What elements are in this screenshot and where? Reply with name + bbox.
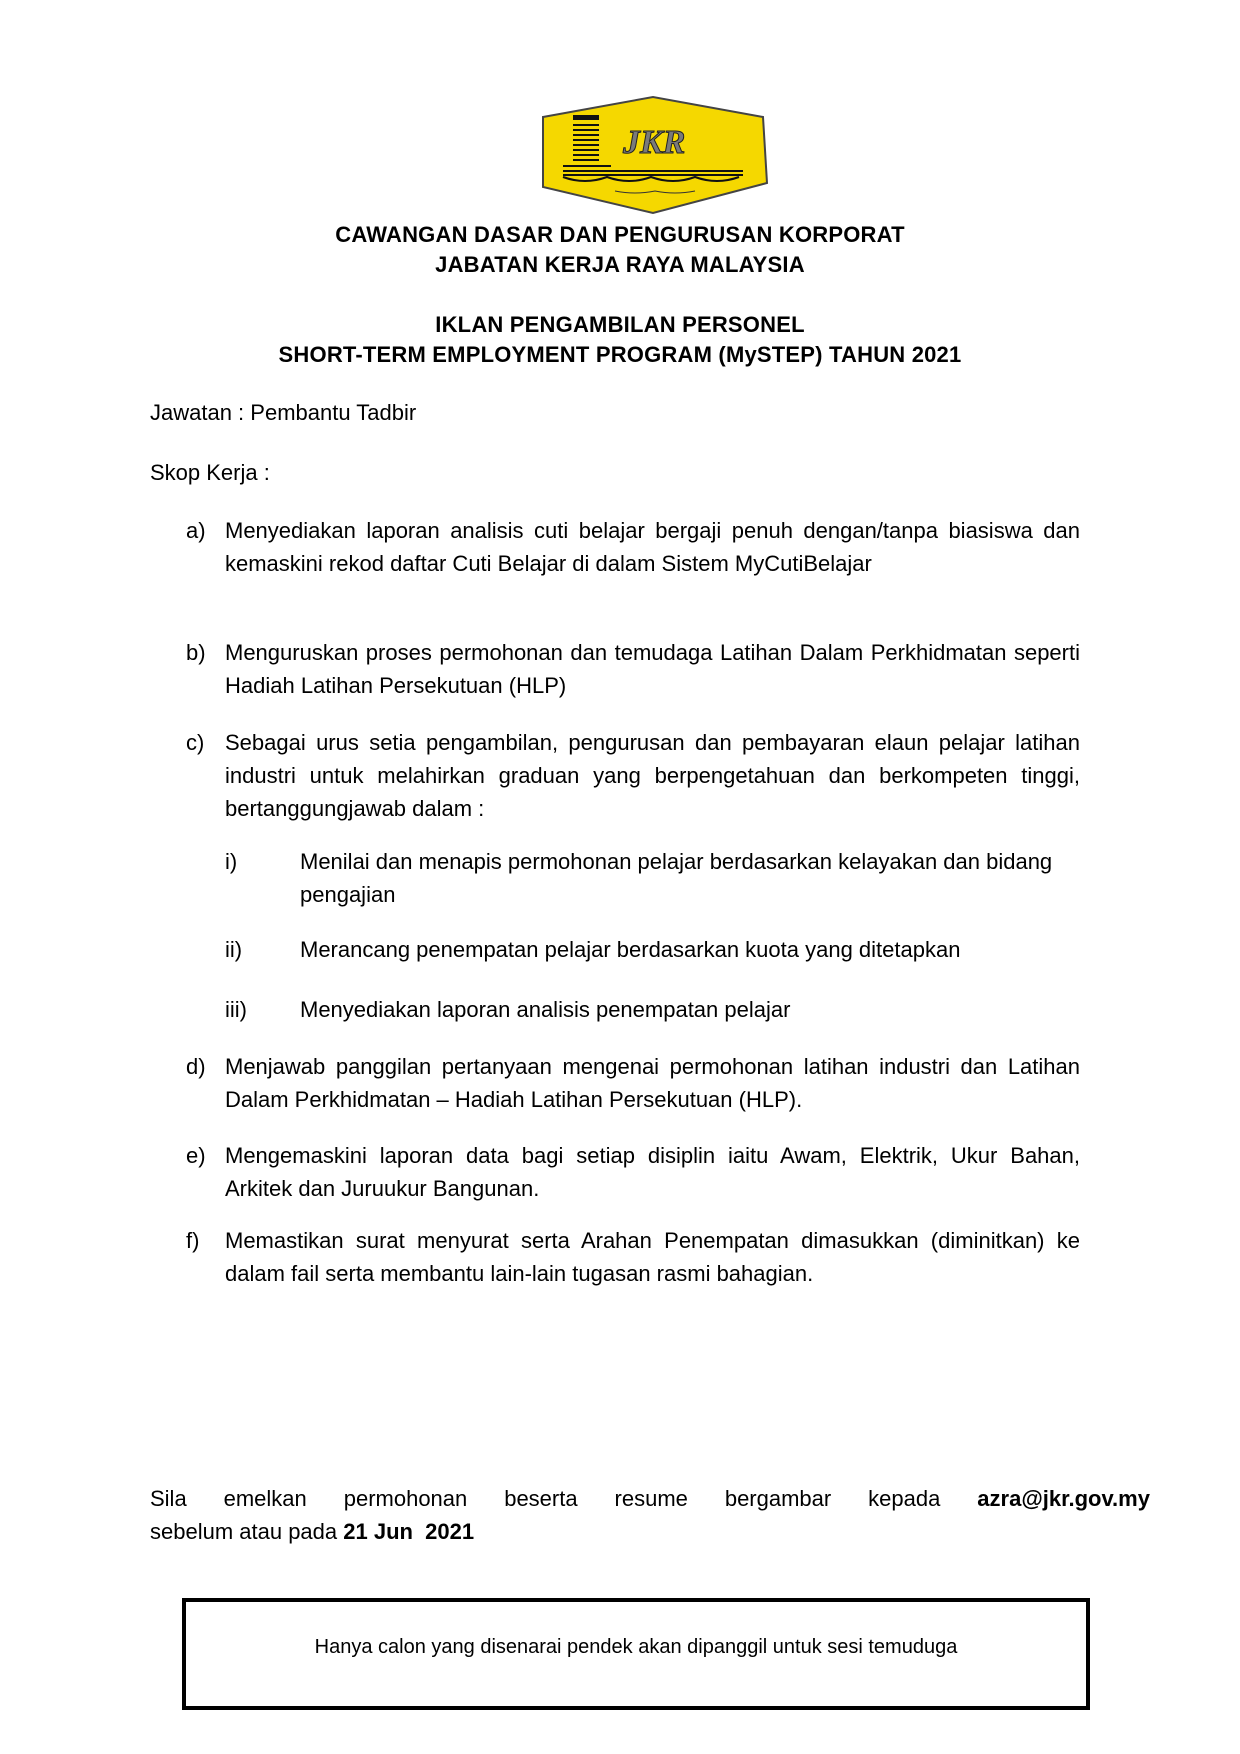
instruction-word: beserta [504,1486,578,1511]
scope-label: Skop Kerja : [150,460,270,485]
subitem-text: Merancang penempatan pelajar berdasarkan kuota yang ditetapkan [300,937,961,962]
subitem-label: ii) [225,937,243,962]
advert-title: IKLAN PENGAMBILAN PERSONEL [435,312,805,337]
logo-text: JKR [623,124,686,161]
ministry-title: JABATAN KERJA RAYA MALAYSIA [435,252,805,277]
subitem-text: Menilai dan menapis permohonan pelajar berdasarkan kelayakan dan bidang pengajian [300,849,1053,907]
deadline-prefix: sebelum atau pada [150,1519,344,1544]
department-title: CAWANGAN DASAR DAN PENGURUSAN KORPORAT [335,222,905,247]
position-label: Jawatan : Pembantu Tadbir [150,400,417,425]
program-title: SHORT-TERM EMPLOYMENT PROGRAM (MySTEP) TAHUN 2021 [278,342,962,367]
instruction-word: emelkan [223,1486,307,1511]
item-text: Menjawab panggilan pertanyaan mengenai permohonan latihan industri dan Latihan Dalam Perkhidmatan – Hadiah Latihan Persekutuan (HLP). [225,1054,1080,1112]
subitem-text: Menyediakan laporan analisis penempatan pelajar [300,997,791,1022]
item-label: a) [186,518,206,543]
contact-email[interactable]: azra@jkr.gov.my [977,1486,1150,1511]
instruction-word: Sila [150,1486,187,1511]
notice-box [182,1598,1090,1710]
item-label: f) [186,1228,200,1253]
instruction-word: bergambar [724,1486,832,1511]
instruction-word: resume [614,1486,688,1511]
item-text: Menguruskan proses permohonan dan temudaga Latihan Dalam Perkhidmatan seperti Hadiah Latihan Persekutuan (HLP) [225,640,1080,698]
item-label: e) [186,1143,206,1168]
item-label: d) [186,1054,206,1079]
instruction-word: permohonan [343,1486,468,1511]
shortlist-notice: Hanya calon yang disenarai pendek akan dipanggil untuk sesi temuduga [314,1636,958,1658]
jkr-logo [535,95,775,220]
item-text: Menyediakan laporan analisis cuti belajar bergaji penuh dengan/tanpa biasiswa dan kemaskini rekod daftar Cuti Belajar di dalam Sistem MyCutiBelajar [225,518,1080,576]
item-label: b) [186,640,206,665]
instruction-word: kepada [868,1486,941,1511]
deadline-date: 21 Jun 2021 [343,1519,475,1544]
subitem-label: i) [225,849,238,874]
item-text: Sebagai urus setia pengambilan, pengurusan dan pembayaran elaun pelajar latihan industri untuk melahirkan graduan yang berpengetahuan dan berkompeten tinggi, bertanggungjawab dalam : [225,730,1080,821]
item-text: Memastikan surat menyurat serta Arahan Penempatan dimasukkan (diminitkan) ke dalam fail serta membantu lain-lain tugasan rasmi bahagian. [225,1228,1080,1286]
item-label: c) [186,730,205,755]
item-text: Mengemaskini laporan data bagi setiap disiplin iaitu Awam, Elektrik, Ukur Bahan, Arkitek dan Juruukur Bangunan. [225,1143,1080,1201]
subitem-label: iii) [225,997,247,1022]
application-instructions [150,1482,1150,1548]
